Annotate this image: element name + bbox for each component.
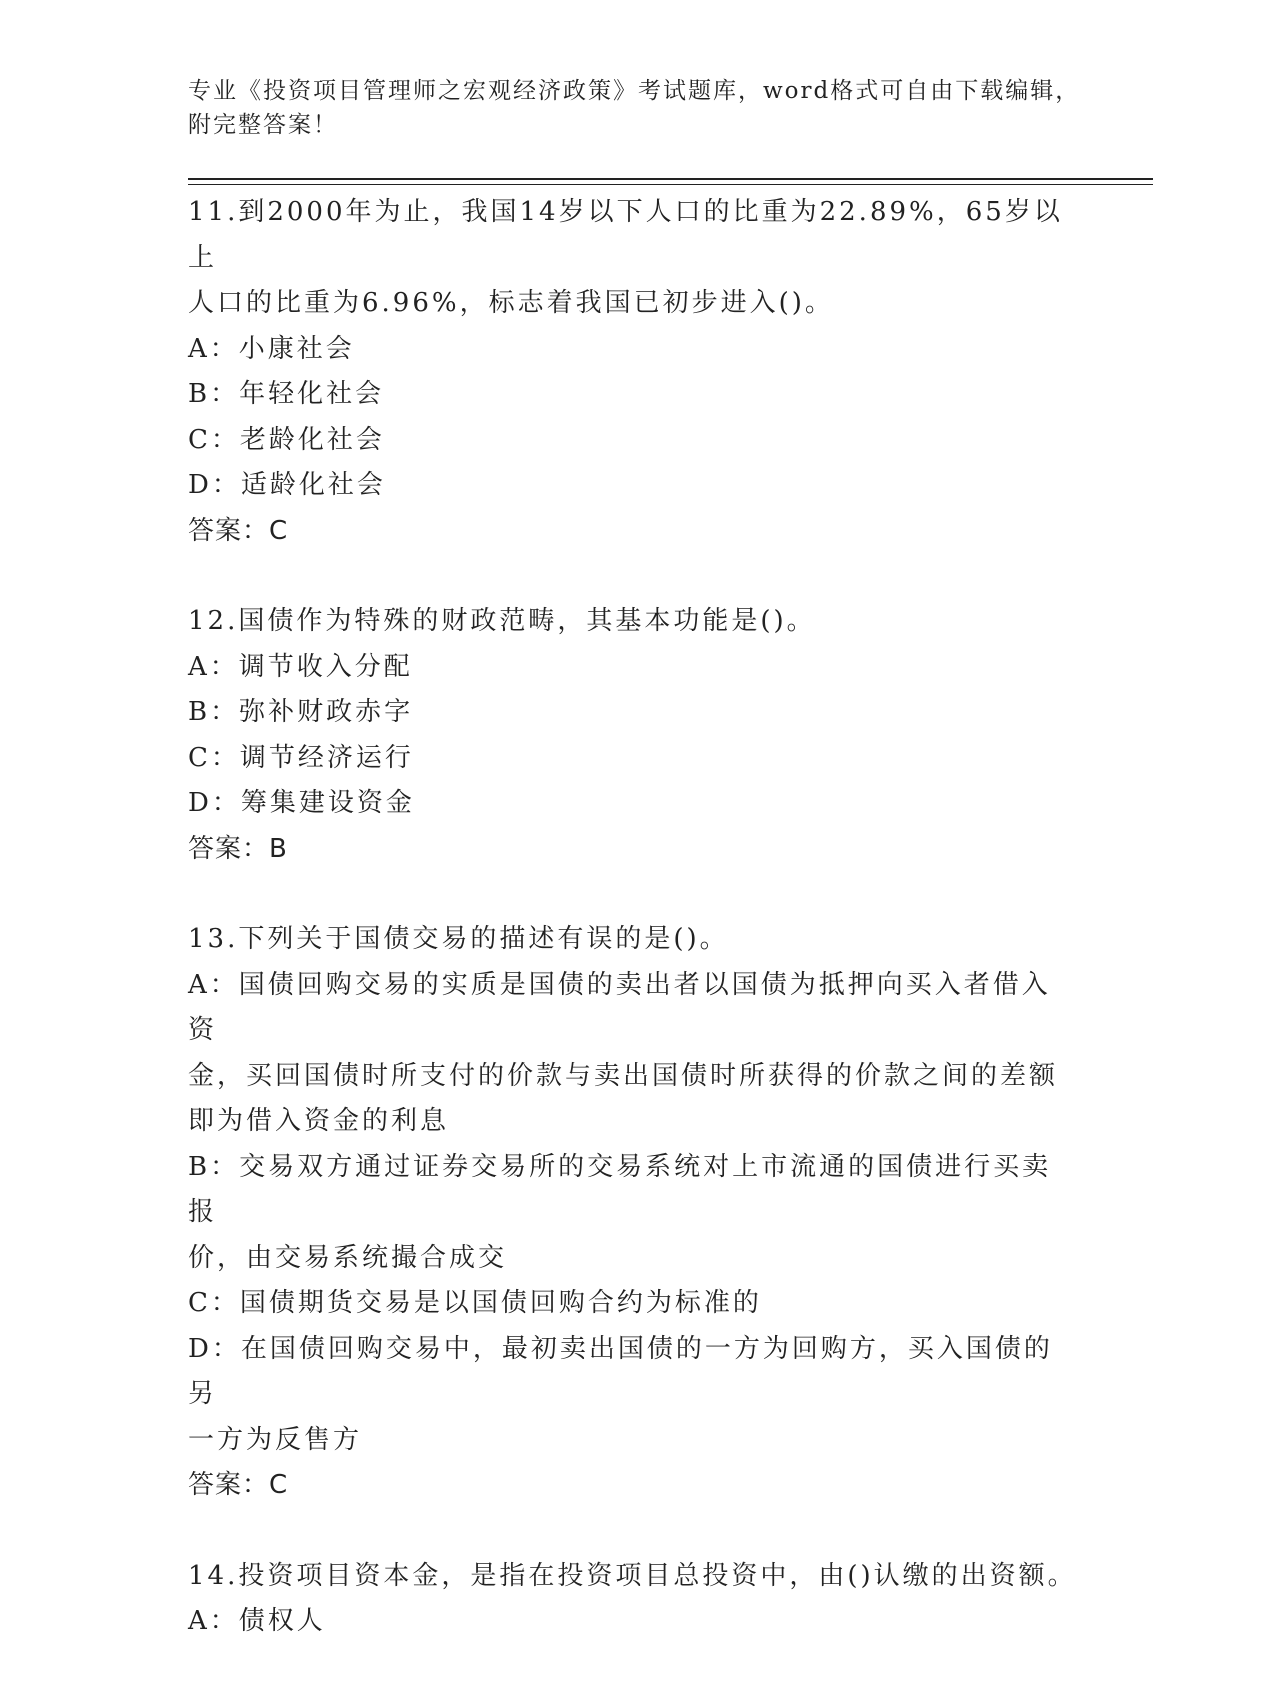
header-subtitle-line: 附完整答案！ [188, 112, 338, 138]
option-a: A：债权人 [188, 1606, 326, 1636]
option-b-continued: 价，由交易系统撮合成交 [188, 1242, 508, 1273]
option-b: B：弥补财政赤字 [188, 697, 414, 727]
question-stem: 人口的比重为6.96%，标志着我国已初步进入()。 [188, 288, 834, 318]
question-stem: 14.投资项目资本金，是指在投资项目总投资中，由()认缴的出资额。 [188, 1560, 1077, 1591]
question-13 [188, 917, 1078, 1509]
question-stem: 11.到2000年为止，我国14岁以下人口的比重为22.89%，65岁以上 [188, 197, 1063, 273]
option-d: D：适龄化社会 [188, 470, 386, 500]
document-header [188, 74, 1088, 142]
question-stem: 12.国债作为特殊的财政范畴，其基本功能是()。 [188, 606, 816, 636]
option-c: C：国债期货交易是以国债回购合约为标准的 [188, 1288, 762, 1318]
question-11 [188, 190, 1078, 554]
option-a: A：调节收入分配 [188, 651, 413, 682]
question-12 [188, 599, 1078, 872]
header-divider-thick [188, 178, 1153, 180]
option-d: D：筹集建设资金 [188, 788, 415, 818]
option-d-continued: 一方为反售方 [188, 1424, 363, 1455]
option-a: A：小康社会 [188, 333, 355, 364]
answer-line: 答案：B [188, 833, 288, 864]
option-b: B：交易双方通过证券交易所的交易系统对上市流通的国债进行买卖报 [188, 1151, 1052, 1227]
answer-line: 答案：C [188, 1470, 289, 1500]
option-d: D：在国债回购交易中，最初卖出国债的一方为回购方，买入国债的另 [188, 1333, 1053, 1409]
option-c: C：调节经济运行 [188, 742, 414, 773]
option-a-continued: 即为借入资金的利息 [188, 1106, 450, 1136]
question-list [188, 190, 1078, 1690]
option-a-continued: 金，买回国债时所支付的价款与卖出国债时所获得的价款之间的差额 [188, 1060, 1059, 1091]
option-b: B：年轻化社会 [188, 379, 385, 409]
answer-line: 答案：C [188, 515, 289, 546]
option-c: C：老龄化社会 [188, 424, 385, 455]
option-a: A：国债回购交易的实质是国债的卖出者以国债为抵押向买入者借入资 [188, 969, 1051, 1045]
header-divider-thin [188, 184, 1153, 185]
header-title-line: 专业《投资项目管理师之宏观经济政策》考试题库，word格式可自由下载编辑， [188, 78, 1081, 104]
question-stem: 13.下列关于国债交易的描述有误的是()。 [188, 924, 729, 954]
question-14 [188, 1554, 1078, 1645]
